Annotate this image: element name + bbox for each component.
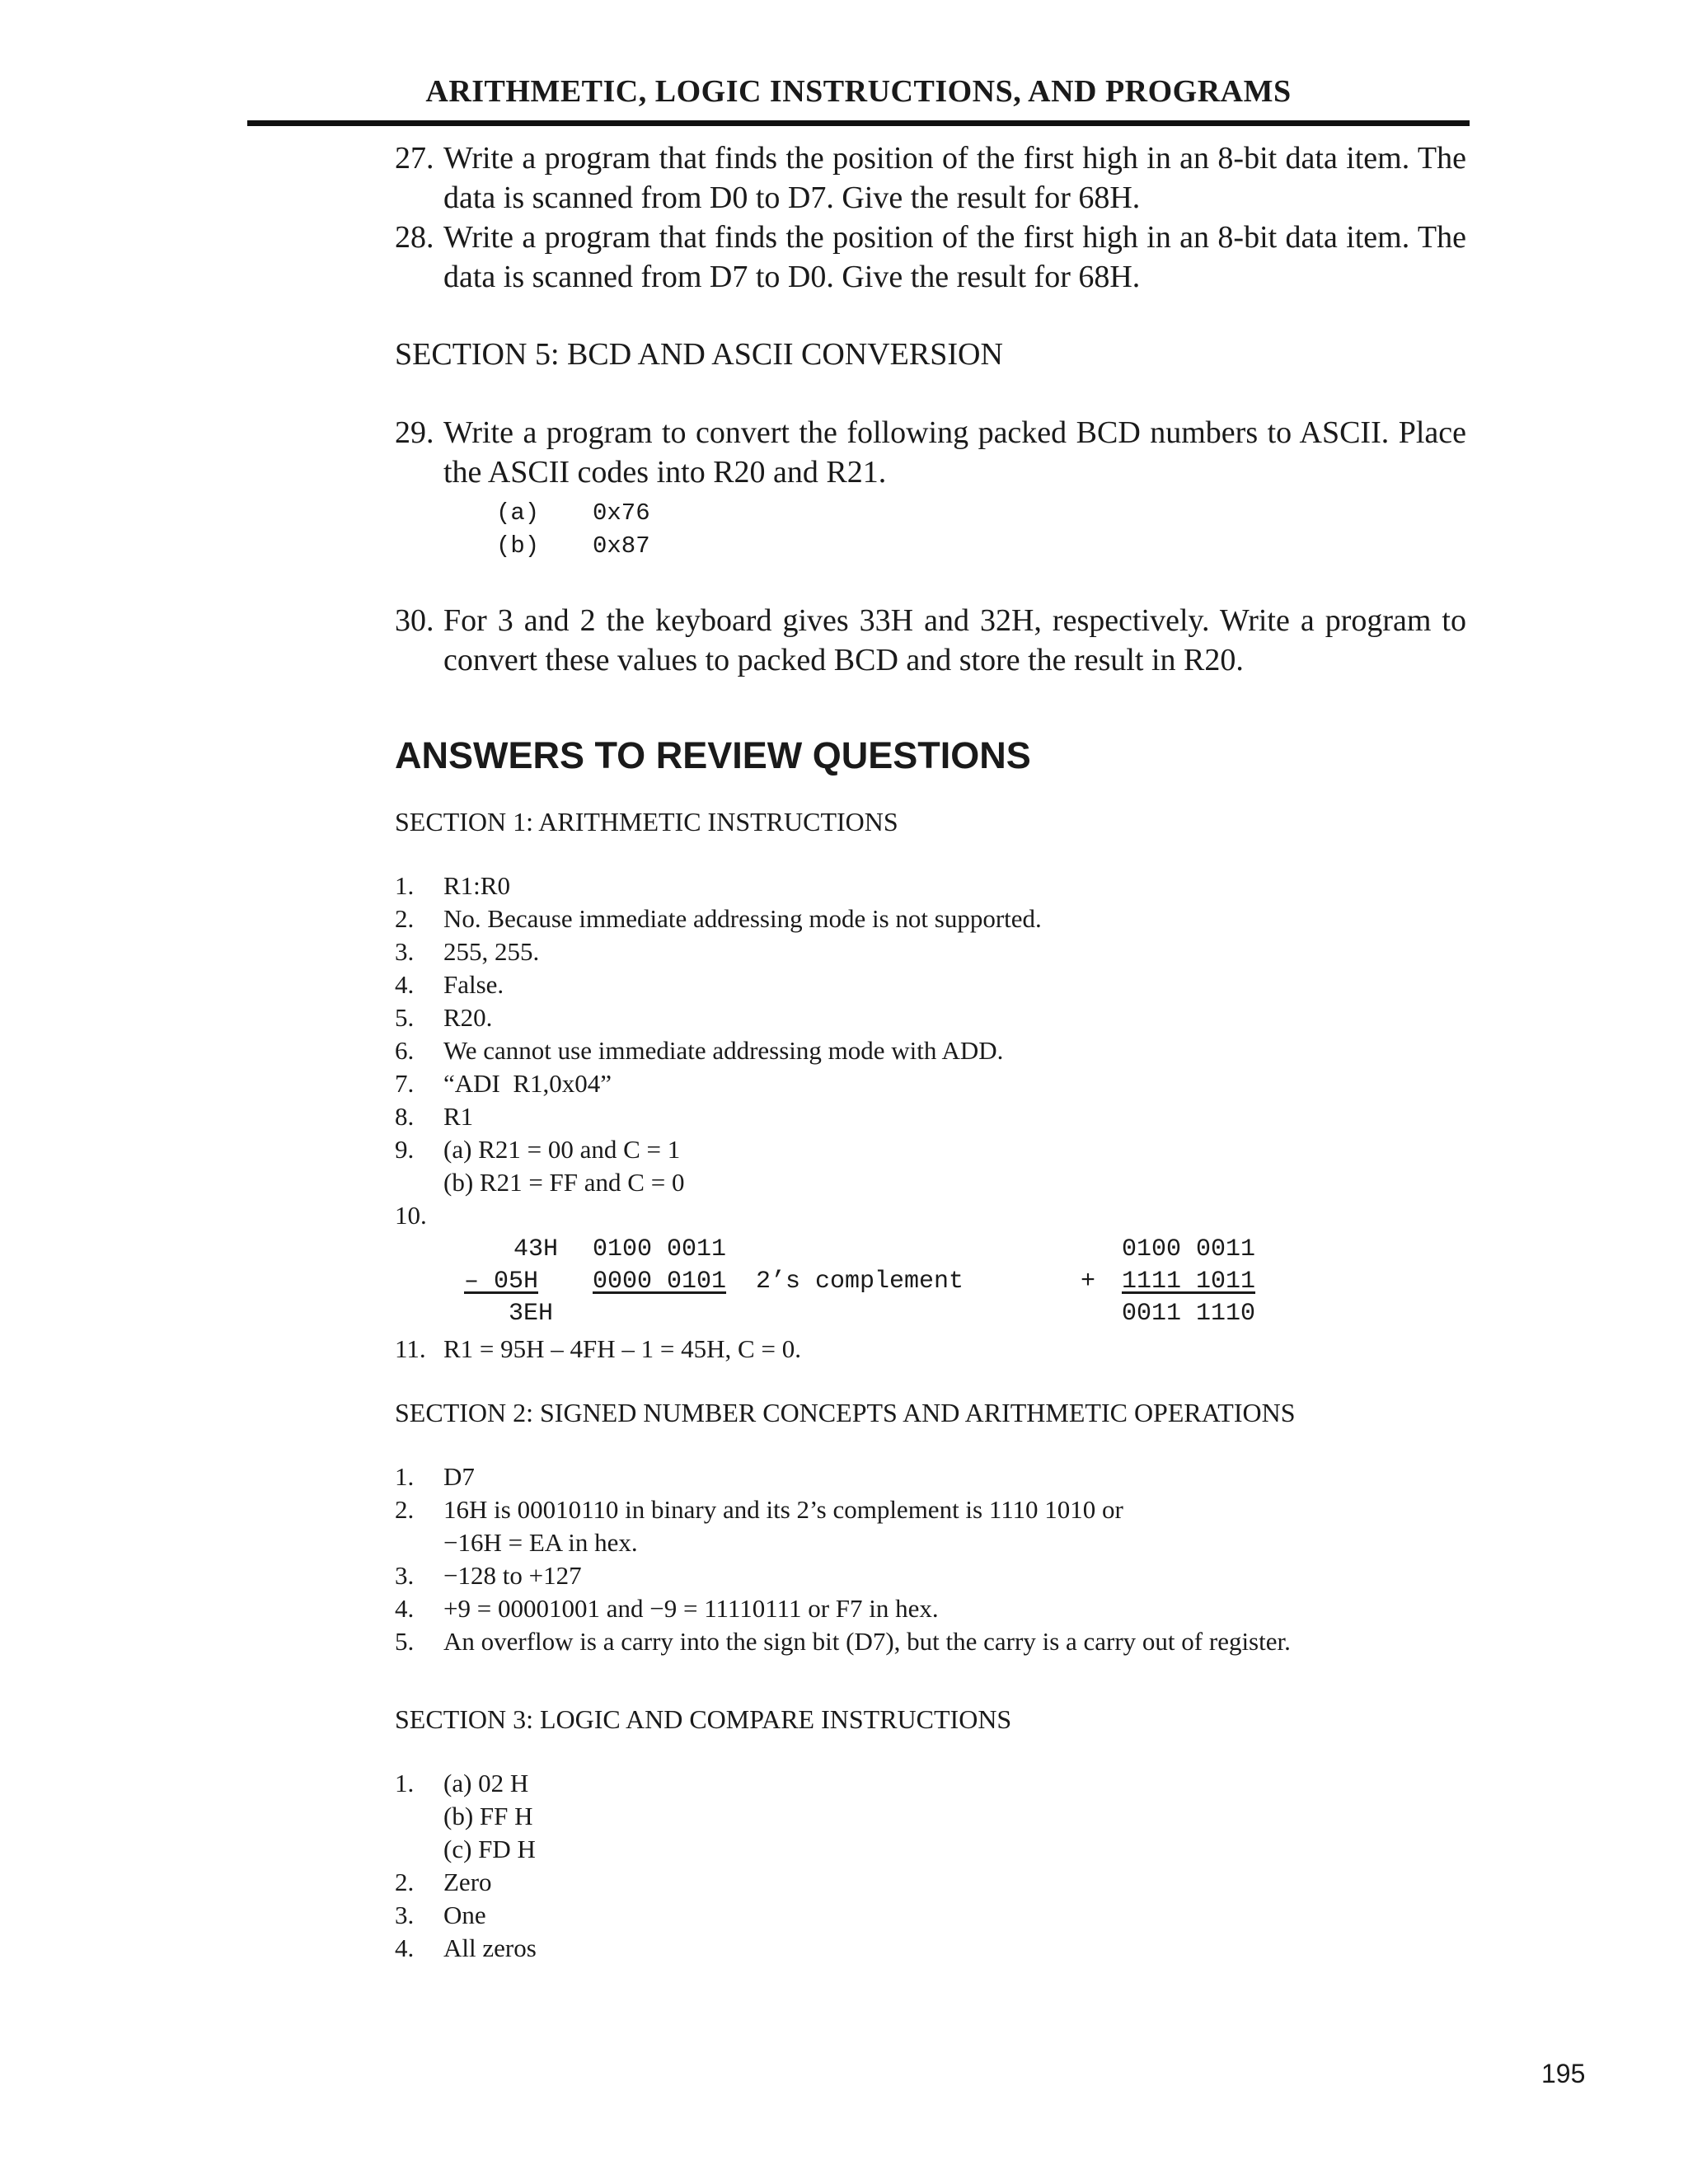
answer-number: 4. [395, 1594, 415, 1623]
answer-number: 10. [395, 1201, 427, 1230]
answer-text: −128 to +127 [443, 1561, 582, 1590]
answer-number: 4. [395, 1933, 415, 1962]
bcd-value-row [496, 530, 1466, 563]
exercise-number: 27. [395, 141, 434, 176]
answer-text: 255, 255. [443, 937, 540, 966]
answer-number: 1. [395, 1462, 415, 1491]
answer-item-11 [395, 1333, 1466, 1366]
answer-item [395, 1001, 1466, 1034]
answer-text: R20. [443, 1003, 493, 1032]
section-1-answers [395, 869, 1466, 1366]
section-2-title: SECTION 2: SIGNED NUMBER CONCEPTS AND ARITHMETIC OPERATIONS [395, 1398, 1296, 1427]
answer-item [395, 1899, 1466, 1932]
subtraction-calculation [395, 1232, 1466, 1333]
answer-item-9 [395, 1133, 1466, 1199]
page-number: 195 [1541, 2059, 1586, 2088]
exercise-number: 29. [395, 415, 434, 450]
answer-item [395, 935, 1466, 968]
answer-item [395, 968, 1466, 1001]
answer-text-line: 16H is 00010110 in binary and its 2’s complement is 1110 1010 or [443, 1495, 1123, 1524]
exercise-28 [395, 218, 1466, 297]
answer-item [395, 1067, 1466, 1100]
answer-number: 3. [395, 1900, 415, 1929]
answer-number: 9. [395, 1135, 415, 1164]
answer-text: R1 [443, 1102, 474, 1131]
answer-text: R1:R0 [443, 871, 510, 900]
subtrahend-hex: – 05H [464, 1268, 539, 1296]
answer-number: 3. [395, 937, 415, 966]
answer-part-c: (c) FD H [443, 1835, 536, 1863]
difference-hex: 3EH [509, 1300, 554, 1328]
exercise-number: 28. [395, 220, 434, 255]
answer-number: 5. [395, 1627, 415, 1656]
complement-note: 2’s complement [756, 1268, 964, 1296]
answer-number: 2. [395, 904, 415, 933]
bcd-value-list [443, 497, 1466, 563]
exercise-text: Write a program that finds the position of the first high in an 8-bit data item. The data is scanned from D7 to D0. Give the result for 68H. [443, 220, 1466, 294]
answer-number: 1. [395, 1769, 415, 1797]
exercise-29 [395, 413, 1466, 563]
answer-number: 1. [395, 871, 415, 900]
answer-text: We cannot use immediate addressing mode with ADD. [443, 1036, 1004, 1065]
item-value: 0x76 [593, 499, 650, 527]
answer-number: 3. [395, 1561, 415, 1590]
exercise-27 [395, 138, 1466, 218]
answer-text-line: −16H = EA in hex. [443, 1528, 638, 1557]
plus-sign: + [1081, 1268, 1096, 1296]
answer-part-b: (b) FF H [443, 1802, 533, 1830]
answer-item-10 [395, 1199, 1466, 1232]
minuend-binary: 0100 0011 [593, 1235, 727, 1263]
answer-item [395, 1932, 1466, 1965]
answer-item [395, 869, 1466, 902]
answer-item [395, 1460, 1466, 1493]
header-title: ARITHMETIC, LOGIC INSTRUCTIONS, AND PROGRAMS [425, 74, 1292, 109]
answer-item [395, 1767, 1466, 1866]
complement-binary: 1111 1011 [1122, 1268, 1256, 1296]
item-label: (a) [496, 499, 540, 527]
answer-text: D7 [443, 1462, 475, 1491]
answer-number: 2. [395, 1868, 415, 1896]
exercise-text: For 3 and 2 the keyboard gives 33H and 32H, respectively. Write a program to convert these values to packed BCD and store the result in R20. [443, 603, 1466, 677]
answer-number: 5. [395, 1003, 415, 1032]
running-header [247, 1, 1470, 126]
section-1-title: SECTION 1: ARITHMETIC INSTRUCTIONS [395, 807, 898, 837]
answer-text: Zero [443, 1868, 492, 1896]
addend-binary: 0100 0011 [1122, 1235, 1256, 1263]
answer-item [395, 902, 1466, 935]
answer-item [395, 1493, 1466, 1559]
answer-item [395, 1592, 1466, 1625]
exercise-text: Write a program to convert the following packed BCD numbers to ASCII. Place the ASCII codes into R20 and R21. [443, 415, 1466, 490]
answer-item [395, 1034, 1466, 1067]
answer-text: False. [443, 970, 504, 999]
section-3-title: SECTION 3: LOGIC AND COMPARE INSTRUCTIONS [395, 1704, 1012, 1734]
answer-text: +9 = 00001001 and −9 = 11110111 or F7 in hex. [443, 1594, 939, 1623]
answer-item [395, 1625, 1466, 1658]
answer-number: 4. [395, 970, 415, 999]
answer-text: R1 = 95H – 4FH – 1 = 45H, C = 0. [443, 1334, 801, 1363]
subtrahend-binary: 0000 0101 [593, 1268, 727, 1296]
answer-text: An overflow is a carry into the sign bit (D7), but the carry is a carry out of register. [443, 1627, 1291, 1656]
section-3-answers [395, 1767, 1466, 1965]
answer-item [395, 1100, 1466, 1133]
section-5-title: SECTION 5: BCD AND ASCII CONVERSION [395, 337, 1003, 372]
answer-number: 8. [395, 1102, 415, 1131]
answer-number: 2. [395, 1495, 415, 1524]
answer-number: 11. [395, 1334, 426, 1363]
exercise-text: Write a program that finds the position of the first high in an 8-bit data item. The data is scanned from D0 to D7. Give the result for 68H. [443, 141, 1466, 215]
answer-number: 6. [395, 1036, 415, 1065]
section-2-answers [395, 1460, 1466, 1658]
answer-number: 7. [395, 1069, 415, 1098]
minuend-hex: 43H [513, 1235, 559, 1263]
answers-heading: ANSWERS TO REVIEW QUESTIONS [395, 734, 1031, 776]
sum-binary: 0011 1110 [1122, 1300, 1256, 1328]
answer-text: One [443, 1900, 486, 1929]
exercise-number: 30. [395, 603, 434, 638]
answer-part-a: (a) R21 = 00 and C = 1 [443, 1135, 681, 1164]
item-value: 0x87 [593, 532, 650, 560]
bcd-value-row [496, 497, 1466, 530]
answer-part-a: (a) 02 H [443, 1769, 529, 1797]
answer-text: “ADI R1,0x04” [443, 1069, 612, 1098]
item-label: (b) [496, 532, 540, 560]
page-content [395, 138, 1466, 1965]
answer-item [395, 1866, 1466, 1899]
exercise-30 [395, 601, 1466, 680]
answer-text: All zeros [443, 1933, 537, 1962]
answer-part-b: (b) R21 = FF and C = 0 [443, 1168, 685, 1197]
answer-item [395, 1559, 1466, 1592]
answer-text: No. Because immediate addressing mode is not supported. [443, 904, 1042, 933]
